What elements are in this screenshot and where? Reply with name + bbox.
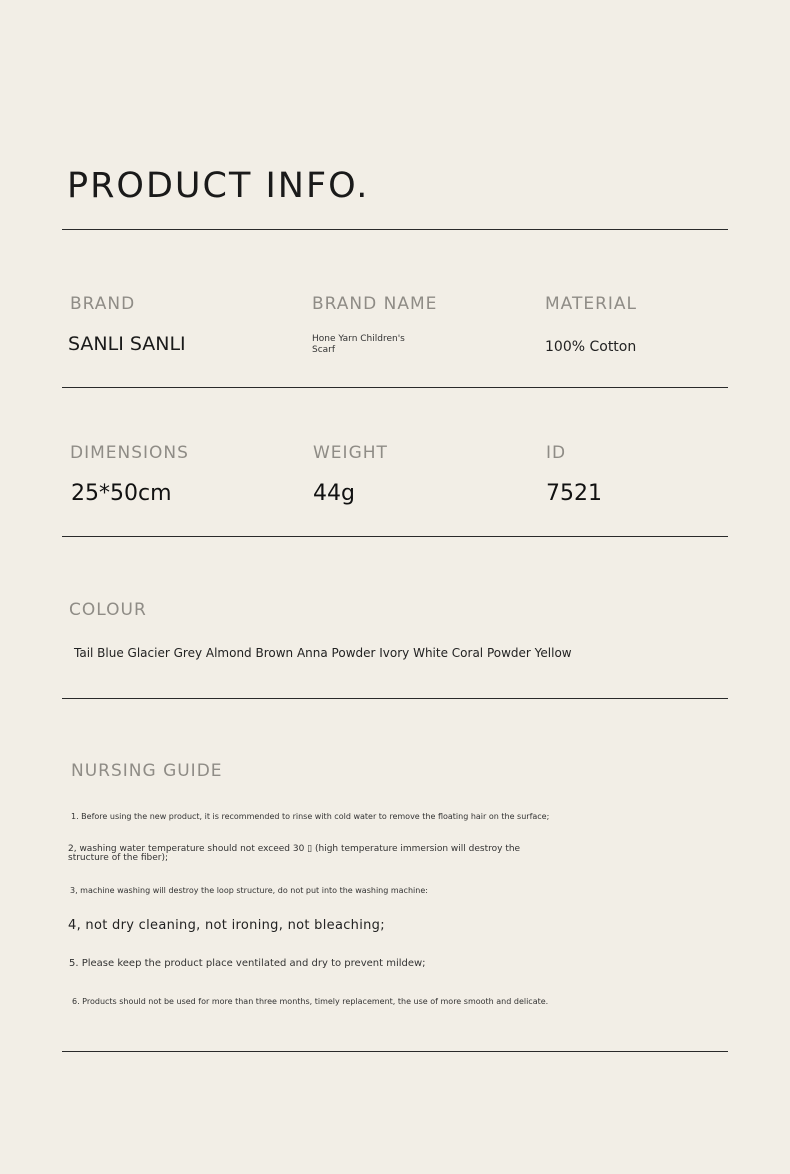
divider <box>62 1051 728 1052</box>
nursing-item: 5. Please keep the product place ventilated and dry to prevent mildew; <box>69 958 426 969</box>
nursing-item: 4, not dry cleaning, not ironing, not bleaching; <box>68 918 385 933</box>
nursing-item: 2, washing water temperature should not exceed 30 ▯ (high temperature immersion will destroy the structure of the fiber); <box>68 844 521 863</box>
material-value: 100% Cotton <box>545 339 637 355</box>
id-label: ID <box>546 443 567 463</box>
weight-label: WEIGHT <box>313 443 388 463</box>
brand-name-value: Hone Yarn Children's Scarf <box>312 334 405 355</box>
weight-value: 44g <box>313 481 355 506</box>
colour-value: Tail Blue Glacier Grey Almond Brown Anna Powder Ivory White Coral Powder Yellow <box>74 646 572 660</box>
brand-label: BRAND <box>70 294 136 314</box>
nursing-item: 1. Before using the new product, it is recommended to rinse with cold water to remove the floating hair on the surface; <box>71 812 550 821</box>
divider <box>62 698 728 699</box>
nursing-item: 3, machine washing will destroy the loop structure, do not put into the washing machine: <box>70 886 428 895</box>
colour-label: COLOUR <box>69 600 147 620</box>
page-title: PRODUCT INFO. <box>67 166 370 206</box>
divider <box>62 536 728 537</box>
brand-name-label: BRAND NAME <box>312 294 438 314</box>
brand-value: SANLI SANLI <box>68 333 186 355</box>
divider <box>62 229 728 230</box>
dimensions-label: DIMENSIONS <box>70 443 189 463</box>
nursing-guide-label: NURSING GUIDE <box>71 761 223 781</box>
nursing-item: 6. Products should not be used for more than three months, timely replacement, the use of more smooth and delicate. <box>72 997 549 1006</box>
material-label: MATERIAL <box>545 294 638 314</box>
id-value: 7521 <box>546 481 602 506</box>
divider <box>62 387 728 388</box>
dimensions-value: 25*50cm <box>71 481 172 506</box>
